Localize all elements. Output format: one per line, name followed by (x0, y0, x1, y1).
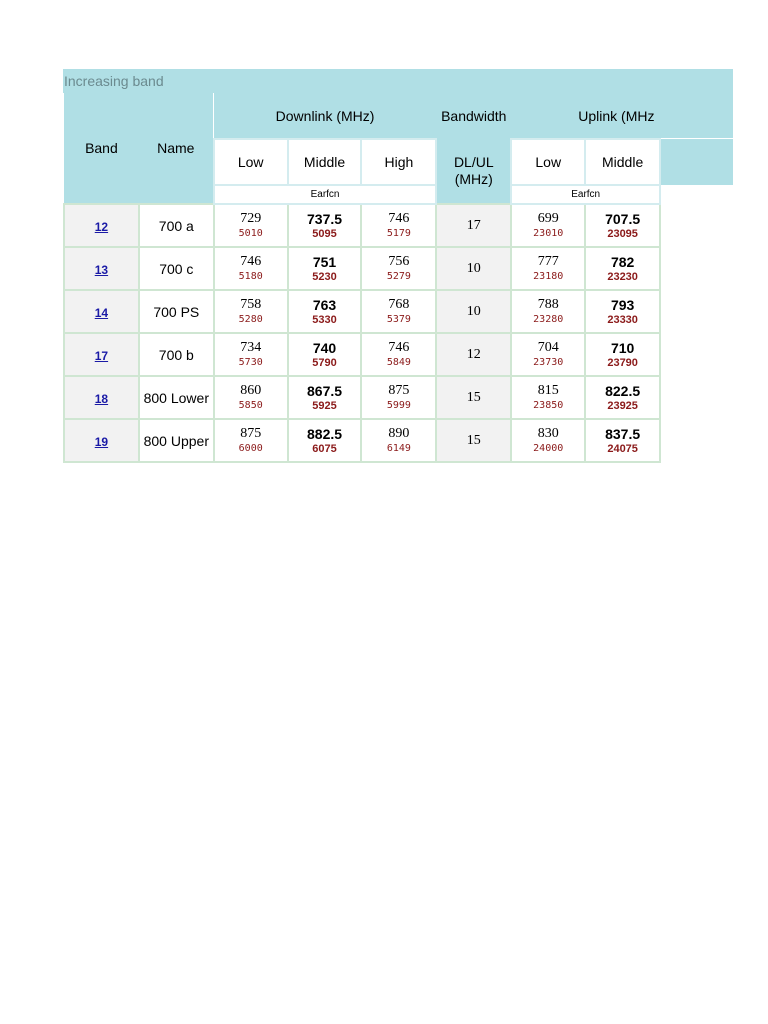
dl-middle-earfcn: 5330 (312, 313, 337, 326)
ul-middle-mhz: 707.5 (605, 210, 641, 227)
ul-low-earfcn: 23180 (533, 271, 564, 283)
ul-middle-mhz: 710 (610, 339, 635, 356)
dl-middle-cell (288, 333, 362, 376)
header-bandwidth-sub: DL/UL (MHz) (436, 139, 511, 204)
header-earfcn-filler (660, 185, 733, 204)
header-ul-middle: Middle (585, 139, 660, 185)
dl-middle-earfcn: 6075 (312, 442, 337, 455)
dl-middle-cell (288, 247, 362, 290)
dl-high-cell (361, 376, 436, 419)
band-table (63, 93, 733, 463)
dl-high-earfcn: 5379 (386, 314, 411, 326)
ul-low-earfcn: 23850 (533, 400, 564, 412)
dl-middle-mhz: 740 (312, 339, 337, 356)
ul-low-cell (511, 247, 585, 290)
dl-middle-mhz: 763 (312, 296, 337, 313)
ul-low-earfcn: 23010 (533, 228, 564, 240)
dl-middle-cell (288, 290, 362, 333)
dl-high-cell (361, 247, 436, 290)
dl-high-earfcn: 5849 (386, 357, 411, 369)
table-row (64, 376, 733, 419)
ul-low-earfcn: 23730 (533, 357, 564, 369)
header-bandwidth: Bandwidth (436, 93, 511, 139)
dl-high-mhz: 746 (388, 340, 410, 356)
ul-middle-mhz: 793 (610, 296, 635, 313)
bandwidth-cell: 12 (436, 333, 511, 376)
dl-low-earfcn: 5730 (238, 357, 263, 369)
ul-middle-earfcn: 23925 (607, 399, 638, 412)
bandwidth-cell: 15 (436, 419, 511, 462)
ul-low-earfcn: 24000 (533, 443, 564, 455)
dl-high-cell (361, 290, 436, 333)
dl-middle-earfcn: 5095 (312, 227, 337, 240)
dl-high-mhz: 890 (388, 426, 410, 442)
table-caption: Increasing band (63, 69, 733, 93)
dl-middle-earfcn: 5790 (312, 356, 337, 369)
dl-middle-cell (288, 204, 362, 247)
dl-low-mhz: 746 (240, 254, 262, 270)
ul-low-cell (511, 333, 585, 376)
dl-high-mhz: 768 (388, 297, 410, 313)
header-ul-filler (660, 139, 733, 185)
band-cell (64, 204, 139, 247)
dl-low-cell (214, 333, 288, 376)
dl-middle-earfcn: 5925 (312, 399, 337, 412)
name-cell: 700 b (139, 333, 214, 376)
ul-middle-earfcn: 23230 (607, 270, 638, 283)
dl-low-mhz: 758 (240, 297, 262, 313)
name-cell: 800 Lower (139, 376, 214, 419)
name-cell: 700 c (139, 247, 214, 290)
row-filler (660, 290, 733, 333)
ul-middle-earfcn: 23095 (607, 227, 638, 240)
row-filler (660, 247, 733, 290)
ul-middle-cell (585, 419, 660, 462)
ul-low-mhz: 777 (537, 254, 559, 270)
band-cell (64, 247, 139, 290)
table-row (64, 204, 733, 247)
ul-middle-cell (585, 376, 660, 419)
ul-middle-earfcn: 23790 (607, 356, 638, 369)
dl-low-cell (214, 204, 288, 247)
dl-high-earfcn: 6149 (386, 443, 411, 455)
ul-low-mhz: 815 (537, 383, 559, 399)
dl-low-earfcn: 5180 (238, 271, 263, 283)
table-row (64, 247, 733, 290)
band-cell (64, 419, 139, 462)
header-downlink: Downlink (MHz) (214, 93, 437, 139)
dl-high-mhz: 746 (388, 211, 410, 227)
header-ul-low: Low (511, 139, 585, 185)
dl-middle-mhz: 882.5 (307, 425, 343, 442)
band-link[interactable]: 19 (94, 435, 109, 449)
dl-middle-mhz: 751 (312, 253, 337, 270)
row-filler (660, 376, 733, 419)
header-dl-earfcn: Earfcn (214, 185, 437, 204)
ul-middle-cell (585, 333, 660, 376)
dl-middle-cell (288, 419, 362, 462)
dl-high-cell (361, 333, 436, 376)
band-cell (64, 376, 139, 419)
ul-middle-mhz: 782 (610, 253, 635, 270)
header-dl-low: Low (214, 139, 288, 185)
dl-high-earfcn: 5279 (386, 271, 411, 283)
dl-middle-earfcn: 5230 (312, 270, 337, 283)
dl-low-cell (214, 419, 288, 462)
ul-low-mhz: 704 (537, 340, 559, 356)
dl-low-earfcn: 6000 (238, 443, 263, 455)
name-cell: 700 PS (139, 290, 214, 333)
table-row (64, 290, 733, 333)
ul-middle-mhz: 837.5 (605, 425, 641, 442)
dl-high-cell (361, 419, 436, 462)
dl-low-cell (214, 376, 288, 419)
dl-low-earfcn: 5280 (238, 314, 263, 326)
header-dl-high: High (361, 139, 436, 185)
band-link[interactable]: 17 (94, 349, 109, 363)
band-link[interactable]: 12 (94, 220, 109, 234)
dl-high-earfcn: 5179 (386, 228, 411, 240)
header-name: Name (139, 93, 214, 204)
table-row (64, 419, 733, 462)
ul-low-mhz: 830 (537, 426, 559, 442)
dl-high-cell (361, 204, 436, 247)
ul-low-mhz: 699 (537, 211, 559, 227)
dl-low-mhz: 875 (240, 426, 262, 442)
band-link[interactable]: 14 (94, 306, 109, 320)
dl-middle-mhz: 737.5 (307, 210, 343, 227)
ul-middle-mhz: 822.5 (605, 382, 641, 399)
dl-low-mhz: 734 (240, 340, 262, 356)
dl-low-earfcn: 5010 (238, 228, 263, 240)
ul-middle-cell (585, 290, 660, 333)
dl-middle-mhz: 867.5 (307, 382, 343, 399)
dl-middle-cell (288, 376, 362, 419)
header-ul-earfcn: Earfcn (511, 185, 660, 204)
ul-low-cell (511, 376, 585, 419)
bandwidth-cell: 10 (436, 247, 511, 290)
dl-low-mhz: 729 (240, 211, 262, 227)
dl-high-earfcn: 5999 (386, 400, 411, 412)
dl-low-cell (214, 290, 288, 333)
dl-low-cell (214, 247, 288, 290)
bandwidth-cell: 17 (436, 204, 511, 247)
ul-middle-cell (585, 204, 660, 247)
ul-low-cell (511, 419, 585, 462)
ul-low-cell (511, 290, 585, 333)
ul-middle-earfcn: 24075 (607, 442, 638, 455)
band-cell (64, 290, 139, 333)
bandwidth-cell: 10 (436, 290, 511, 333)
ul-middle-earfcn: 23330 (607, 313, 638, 326)
header-band: Band (64, 93, 139, 204)
row-filler (660, 419, 733, 462)
table-row (64, 333, 733, 376)
ul-low-cell (511, 204, 585, 247)
name-cell: 700 a (139, 204, 214, 247)
bandwidth-cell: 15 (436, 376, 511, 419)
ul-low-earfcn: 23280 (533, 314, 564, 326)
dl-low-earfcn: 5850 (238, 400, 263, 412)
row-filler (660, 333, 733, 376)
band-link[interactable]: 18 (94, 392, 109, 406)
dl-low-mhz: 860 (240, 383, 262, 399)
band-cell (64, 333, 139, 376)
ul-middle-cell (585, 247, 660, 290)
ul-low-mhz: 788 (537, 297, 559, 313)
dl-high-mhz: 756 (388, 254, 410, 270)
dl-high-mhz: 875 (388, 383, 410, 399)
row-filler (660, 204, 733, 247)
name-cell: 800 Upper (139, 419, 214, 462)
header-dl-middle: Middle (288, 139, 362, 185)
band-link[interactable]: 13 (94, 263, 109, 277)
header-uplink: Uplink (MHz (511, 93, 733, 139)
